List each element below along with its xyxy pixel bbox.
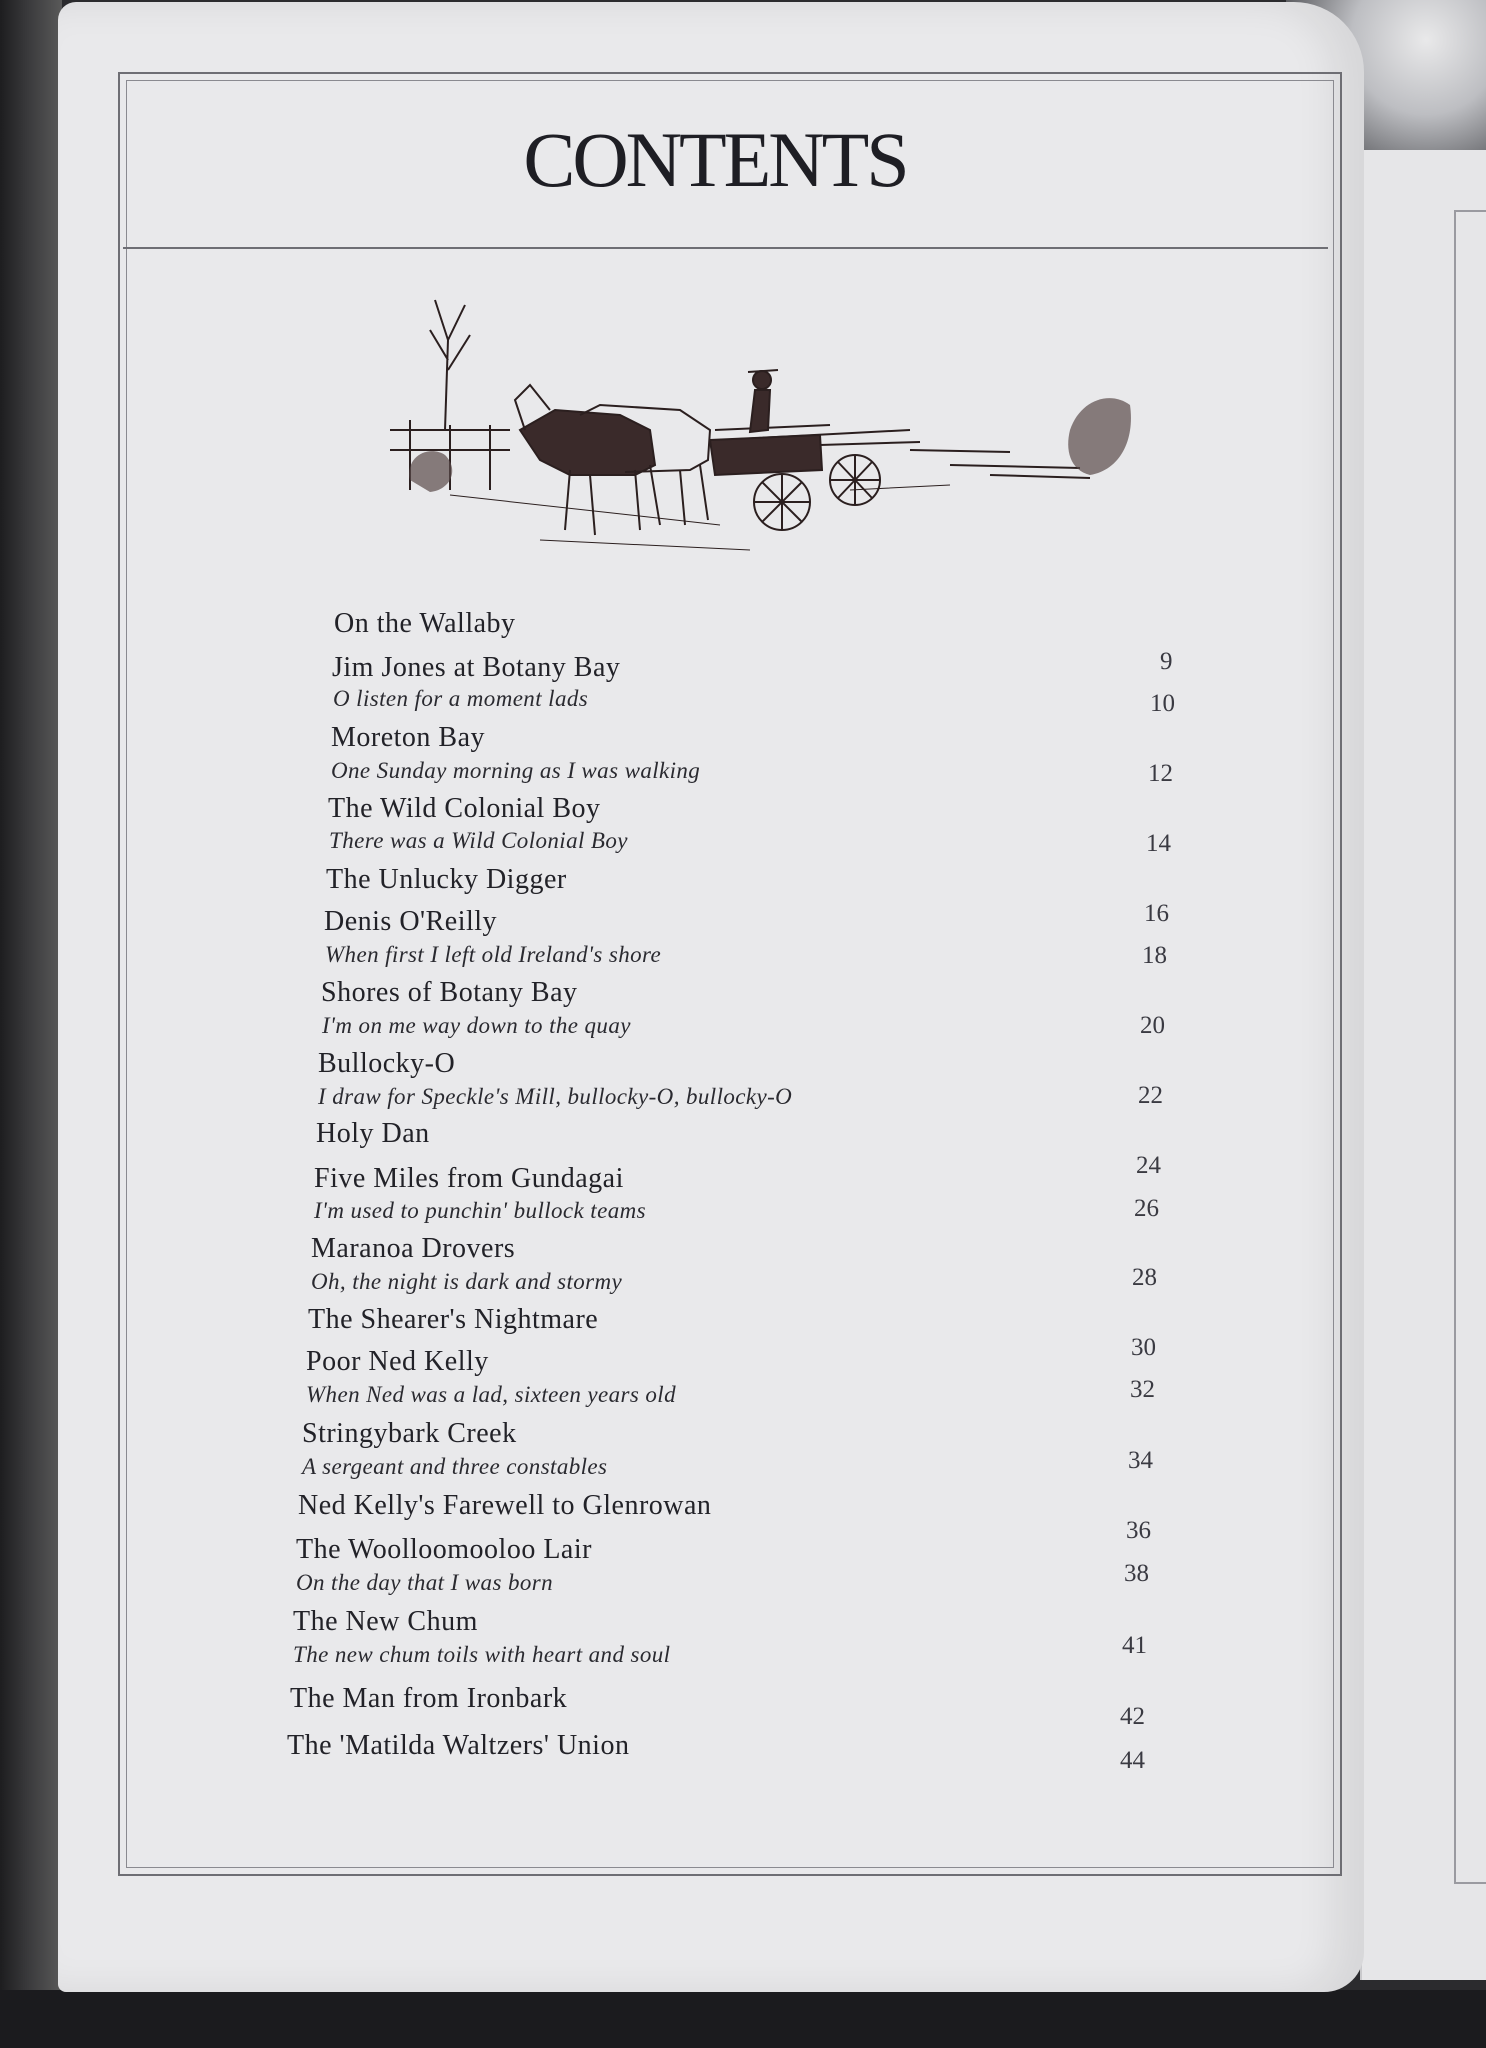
horse-cart-illustration	[390, 280, 1135, 580]
entry-subtitle: Oh, the night is dark and stormy	[311, 1269, 623, 1294]
entry-subtitle: The new chum toils with heart and soul	[293, 1642, 671, 1667]
background-left	[0, 0, 62, 2048]
entry-title: The New Chum	[293, 1606, 478, 1637]
entry-title: Denis O'Reilly	[324, 906, 498, 937]
entry-page-number: 9	[1160, 648, 1173, 675]
entry-subtitle: When Ned was a lad, sixteen years old	[306, 1382, 676, 1407]
entry-title: Poor Ned Kelly	[306, 1346, 489, 1377]
entry-title: The Wild Colonial Boy	[328, 793, 601, 824]
entry-subtitle: I'm on me way down to the quay	[322, 1013, 631, 1038]
entry-page-number: 18	[1142, 942, 1167, 969]
entry-page-number: 20	[1140, 1012, 1165, 1039]
entry-title: Holy Dan	[316, 1118, 430, 1149]
entry-subtitle: When first I left old Ireland's shore	[325, 942, 662, 967]
entry-subtitle: On the day that I was born	[296, 1570, 553, 1595]
entry-page-number: 22	[1138, 1082, 1163, 1109]
entry-page-number: 26	[1134, 1195, 1159, 1222]
facing-page-frame	[1454, 210, 1486, 1884]
entry-title: Jim Jones at Botany Bay	[332, 652, 621, 683]
entry-page-number: 14	[1146, 830, 1171, 857]
entry-subtitle: A sergeant and three constables	[302, 1454, 608, 1479]
entry-page-number: 32	[1130, 1376, 1155, 1403]
entry-page-number: 24	[1136, 1152, 1161, 1179]
entry-page-number: 28	[1132, 1264, 1157, 1291]
entry-title: The 'Matilda Waltzers' Union	[287, 1730, 630, 1761]
entry-page-number: 44	[1120, 1747, 1145, 1774]
entry-subtitle: I draw for Speckle's Mill, bullocky-O, bullocky-O	[318, 1084, 793, 1109]
entry-page-number: 16	[1144, 900, 1169, 927]
entry-subtitle: There was a Wild Colonial Boy	[329, 828, 628, 853]
entry-title: The Shearer's Nightmare	[308, 1304, 599, 1335]
entry-subtitle: One Sunday morning as I was walking	[331, 758, 701, 783]
entry-title: Maranoa Drovers	[311, 1233, 516, 1264]
entry-title: On the Wallaby	[334, 608, 516, 639]
entry-title: The Man from Ironbark	[290, 1683, 568, 1714]
background-bottom	[0, 1990, 1486, 2048]
entry-title: Shores of Botany Bay	[321, 977, 578, 1008]
entry-title: The Unlucky Digger	[326, 864, 567, 895]
entry-page-number: 42	[1120, 1703, 1145, 1730]
entry-title: Ned Kelly's Farewell to Glenrowan	[298, 1490, 712, 1521]
entry-page-number: 30	[1131, 1334, 1156, 1361]
page-title: CONTENTS	[523, 116, 907, 203]
entry-title: Stringybark Creek	[302, 1418, 517, 1449]
entry-page-number: 34	[1128, 1447, 1153, 1474]
facing-page	[1360, 150, 1486, 1980]
entry-subtitle: O listen for a moment lads	[333, 686, 589, 711]
entry-title: Moreton Bay	[331, 722, 486, 753]
entry-page-number: 12	[1148, 760, 1173, 787]
entry-page-number: 36	[1126, 1517, 1151, 1544]
entry-page-number: 41	[1122, 1632, 1147, 1659]
entry-subtitle: I'm used to punchin' bullock teams	[314, 1198, 646, 1223]
entry-page-number: 38	[1124, 1560, 1149, 1587]
entry-title: Bullocky-O	[318, 1048, 456, 1079]
entry-title: Five Miles from Gundagai	[314, 1163, 624, 1194]
entry-page-number: 10	[1150, 690, 1175, 717]
entry-title: The Woolloomooloo Lair	[296, 1534, 592, 1565]
